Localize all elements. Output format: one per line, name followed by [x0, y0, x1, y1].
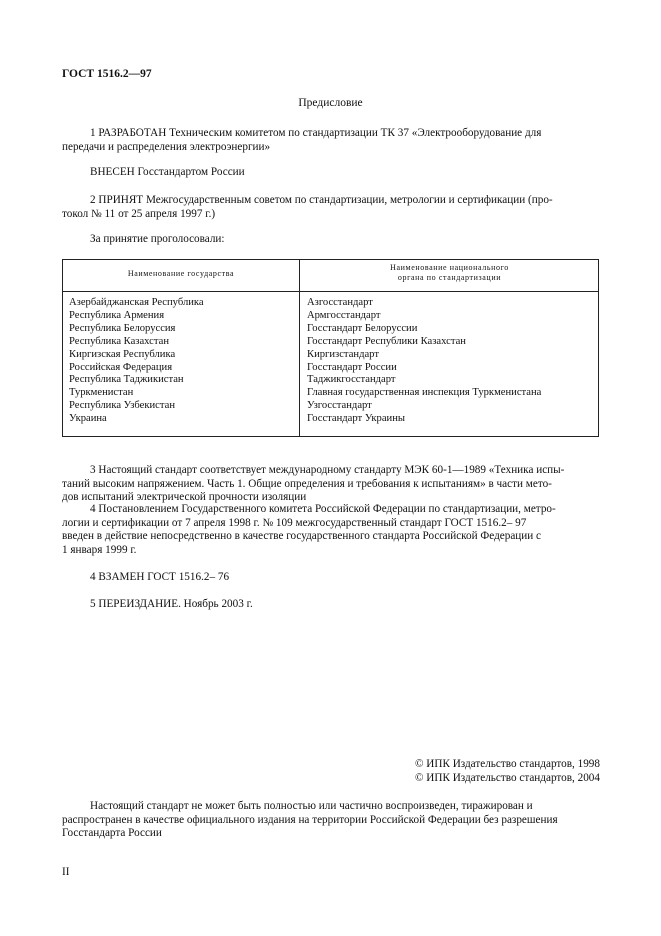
- paragraph-reissue: [62, 598, 599, 612]
- text-line: 2 ПРИНЯТ Межгосударственным советом по стандартизации, метрологии и сертификации (про-: [90, 194, 553, 206]
- table-cell: Киргизстандарт: [307, 348, 379, 360]
- paragraph-adopted: [62, 194, 599, 221]
- table-cell: Госстандарт Республики Казахстан: [307, 335, 466, 347]
- paragraph-replaces: [62, 571, 599, 585]
- text-line: Госстандарта России: [62, 827, 162, 840]
- table-header-body: [300, 263, 599, 283]
- text-line: распространен в качестве официального издания на территории Российской Федерации без разрешения: [62, 813, 558, 826]
- text-line: 4 Постановлением Государственного комитета Российской Федерации по стандартизации, метро-: [90, 503, 556, 515]
- table-cell: Республика Казахстан: [69, 335, 170, 347]
- text-line: токол № 11 от 25 апреля 1997 г.): [62, 207, 216, 220]
- table-cell: Азербайджанская Республика: [69, 297, 204, 308]
- page-number: II: [62, 866, 70, 878]
- text-line: Настоящий стандарт не может быть полностью или частично воспроизведен, тиражирован и: [90, 800, 533, 812]
- paragraph-voted: [62, 233, 599, 247]
- text-line: 1 января 1999 г.: [62, 543, 137, 556]
- table-header-state: Наименование государства: [127, 269, 235, 278]
- text-line: 4 ВЗАМЕН ГОСТ 1516.2– 76: [90, 571, 230, 583]
- table-cell: Туркменистан: [69, 387, 134, 399]
- copyright-block: [330, 758, 600, 785]
- table-cell: Киргизская Республика: [69, 348, 176, 360]
- table-cell: Узгосстандарт: [307, 400, 372, 412]
- table-divider: [299, 260, 300, 436]
- table-header-line: Наименование национального: [390, 263, 509, 272]
- table-cell: Армгосстандарт: [307, 309, 381, 321]
- table-column-bodies: [307, 297, 541, 426]
- table-cell: Главная государственная инспекция Туркменистана: [307, 387, 542, 399]
- text-line: За принятие проголосовали:: [90, 233, 225, 245]
- table-cell: Республика Таджикистан: [69, 374, 184, 386]
- text-line: 1 РАЗРАБОТАН Техническим комитетом по стандартизации ТК 37 «Электрооборудование для: [90, 127, 542, 139]
- document-id: ГОСТ 1516.2—97: [62, 68, 152, 80]
- table-cell: Республика Узбекистан: [69, 400, 176, 412]
- text-line: передачи и распределения электроэнергии»: [62, 140, 271, 153]
- table-header-line: органа по стандартизации: [397, 273, 502, 282]
- paragraph-conformity: [62, 464, 599, 505]
- text-line: 5 ПЕРЕИЗДАНИЕ. Ноябрь 2003 г.: [90, 598, 253, 610]
- copyright-line: © ИПК Издательство стандартов, 2004: [414, 771, 600, 784]
- text-line: таний высоким напряжением. Часть 1. Общие определения и требования к испытаниям» в части мето-: [62, 477, 552, 490]
- table-cell: Госстандарт Украины: [307, 413, 405, 425]
- table-cell: Российская Федерация: [69, 361, 173, 373]
- text-line: 3 Настоящий стандарт соответствует международному стандарту МЭК 60-1—1989 «Техника испы-: [90, 464, 565, 476]
- table-cell: Азгосстандарт: [307, 297, 373, 308]
- page-title: Предисловие: [298, 97, 363, 109]
- reproduction-notice: [62, 800, 599, 841]
- table-cell: Республика Армения: [69, 309, 165, 321]
- table-divider: [63, 291, 598, 292]
- text-line: введен в действие непосредственно в качестве государственного стандарта Российской Федерации с: [62, 530, 542, 543]
- paragraph-resolution: [62, 503, 599, 557]
- text-line: логии и сертификации от 7 апреля 1998 г. № 109 межгосударственный стандарт ГОСТ 1516.2– 97: [62, 516, 527, 529]
- voting-table: [62, 259, 599, 437]
- table-column-states: [69, 297, 204, 426]
- paragraph-introduced: [62, 166, 599, 180]
- text-line: дов испытаний электрической прочности изоляции: [62, 491, 307, 504]
- table-cell: Таджикгосстандарт: [307, 374, 396, 386]
- table-cell: Госстандарт России: [307, 361, 397, 373]
- paragraph-developed: [62, 127, 599, 154]
- copyright-line: © ИПК Издательство стандартов, 1998: [414, 758, 600, 770]
- table-cell: Украина: [69, 413, 107, 425]
- table-cell: Республика Белоруссия: [69, 322, 176, 334]
- text-line: ВНЕСЕН Госстандартом России: [90, 166, 245, 178]
- table-cell: Госстандарт Белоруссии: [307, 322, 418, 334]
